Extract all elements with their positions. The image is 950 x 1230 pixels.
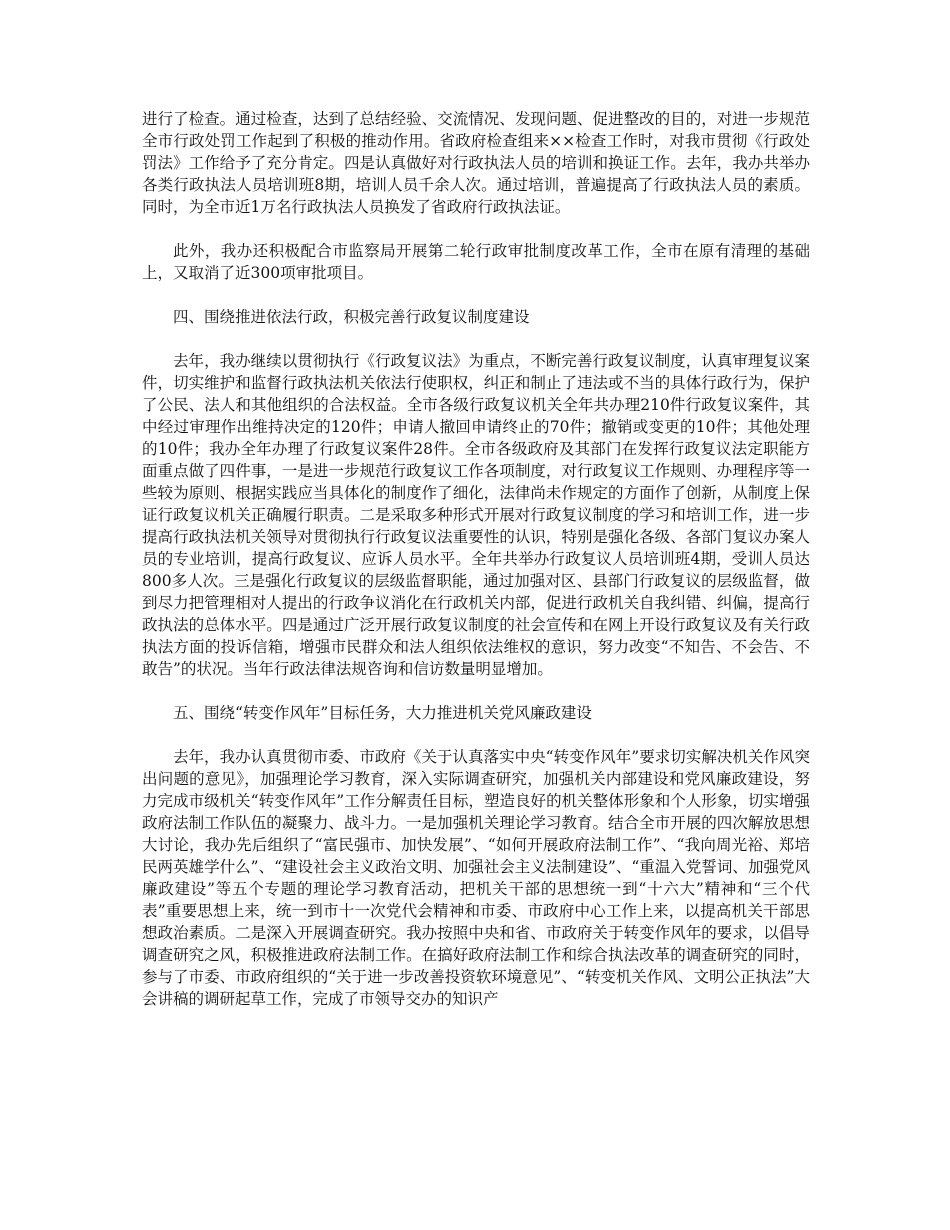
paragraph-gap <box>142 328 810 350</box>
paragraph-approval-reform: 此外，我办还积极配合市监察局开展第二轮行政审批制度改革工作，全市在原有清理的基础上，又取消了近300项审批项目。 <box>142 242 810 282</box>
section-heading-5: 五、围绕“转变作风年”目标任务，大力推进机关党风廉政建设 <box>173 704 592 722</box>
paragraph-administrative-review: 去年，我办继续以贯彻执行《行政复议法》为重点，不断完善行政复议制度，认真审理复议案件，切实维护和监督行政执法机关依法行使职权，纠正和制止了违法或不当的具体行政行为，保护了公民、法人和其他组织的合法权益。全市各级行政复议机关全年共办理210件行政复议案件，其中经过审理作出维持决定的120件；申请人撤回申请终止的70件；撤销或变更的10件；其他处理的10件；我办全年办理了行政复议案件28件。全市各级政府及其部门在发挥行政复议法定职能方面重点做了四件事，一是进一步规范行政复议工作各项制度，对行政复议工作规则、办理程序等一些较为原则、根据实践应当具体化的制度作了细化，法律尚未作规定的方面作了创新，从制度上保证行政复议机关正确履行职责。二是采取多种形式开展对行政复议制度的学习和培训工作，进一步提高行政执法机关领导对贯彻执行行政复议法重要性的认识，特别是强化各级、各部门复议办案人员的专业培训，提高行政复议、应诉人员水平。全年共举办行政复议人员培训班4期，受训人员达800多人次。三是强化行政复议的层级监督职能，通过加强对区、县部门行政复议的层级监督，做到尽力把管理相对人提出的行政争议消化在行政机关内部，促进行政机关自我纠错、纠偏，提高行政执法的总体水平。四是通过广泛开展行政复议制度的社会宣传和在网上开设行政复议及有关行政执法方面的投诉信箱，增强市民群众和法人组织依法维权的意识，努力改变“不知告、不会告、不敢告”的状况。当年行政法律法规咨询和信访数量明显增加。 <box>142 352 810 678</box>
paragraph-gap <box>142 680 810 702</box>
paragraph-gap <box>142 218 810 240</box>
section-heading-4: 四、围绕推进依法行政，积极完善行政复议制度建设 <box>173 308 530 326</box>
document-page <box>142 108 810 1010</box>
paragraph-gap <box>142 724 810 746</box>
paragraph-inspection: 进行了检查。通过检查，达到了总结经验、交流情况、发现问题、促进整改的目的，对进一步规范全市行政处罚工作起到了积极的推动作用。省政府检查组来××检查工作时，对我市贯彻《行政处罚法》工作给予了充分肯定。四是认真做好对行政执法人员的培训和换证工作。去年，我办共举办各类行政执法人员培训班8期，培训人员千余人次。通过培训，普遍提高了行政执法人员的素质。同时，为全市近1万名行政执法人员换发了省政府行政执法证。 <box>142 110 810 216</box>
paragraph-work-style: 去年，我办认真贯彻市委、市政府《关于认真落实中央“转变作风年”要求切实解决机关作风突出问题的意见》，加强理论学习教育，深入实际调查研究，加强机关内部建设和党风廉政建设，努力完成市级机关“转变作风年”工作分解责任目标，塑造良好的机关整体形象和个人形象，切实增强政府法制工作队伍的凝聚力、战斗力。一是加强机关理论学习教育。结合全市开展的四次解放思想大讨论，我办先后组织了“富民强市、加快发展”、“如何开展政府法制工作”、“我向周光裕、郑培民两英雄学什么”、“建设社会主义政治文明、加强社会主义法制建设”、“重温入党誓词、加强党风廉政建设”等五个专题的理论学习教育活动，把机关干部的思想统一到“十六大”精神和“三个代表”重要思想上来，统一到市十一次党代会精神和市委、市政府中心工作上来，以提高机关干部思想政治素质。二是深入开展调查研究。我办按照中央和省、市政府关于转变作风年的要求，以倡导调查研究之风，积极推进政府法制工作。在搞好政府法制工作和综合执法改革的调查研究的同时，参与了市委、市政府组织的“关于进一步改善投资软环境意见”、“转变机关作风、文明公正执法”大会讲稿的调研起草工作，完成了市领导交办的知识产 <box>142 748 810 1008</box>
paragraph-gap <box>142 284 810 306</box>
